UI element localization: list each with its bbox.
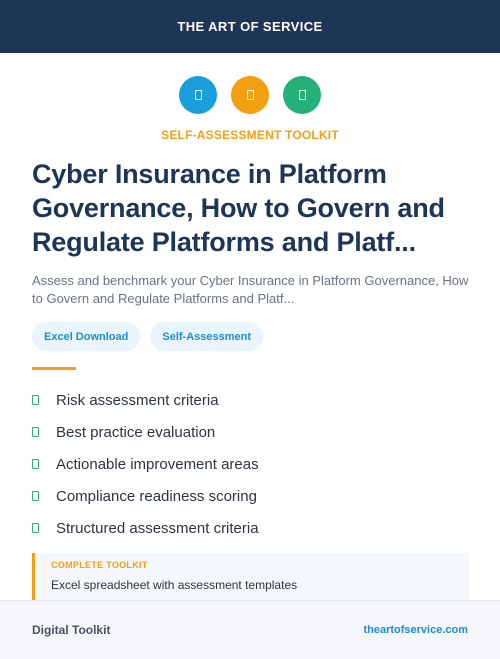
check-icon (32, 491, 39, 501)
section-divider (32, 367, 76, 370)
toolkit-callout (32, 553, 469, 600)
feature-label: Actionable improvement areas (56, 455, 259, 473)
list-item (32, 448, 259, 480)
document-icon (231, 76, 269, 114)
eyebrow-label: SELF-ASSESSMENT TOOLKIT (161, 128, 339, 142)
tag-self-assessment: Self-Assessment (150, 322, 263, 351)
brand-title: THE ART OF SERVICE (177, 19, 323, 34)
footer-bar (0, 600, 500, 659)
page-subtitle: Assess and benchmark your Cyber Insurance in Platform Governance, How to Govern and Regulate Platforms and Platf... (32, 273, 469, 306)
document-icon (179, 76, 217, 114)
check-icon (32, 523, 39, 533)
check-icon (32, 459, 39, 469)
tag-list (32, 322, 263, 351)
feature-list (32, 384, 259, 544)
header-bar (0, 0, 500, 53)
toolkit-label: COMPLETE TOOLKIT (51, 560, 148, 570)
check-icon (32, 395, 39, 405)
toolkit-description: Excel spreadsheet with assessment templates (51, 578, 298, 592)
footer-product-type: Digital Toolkit (32, 623, 111, 637)
page-title: Cyber Insurance in Platform Governance, How to Govern and Regulate Platforms and Platf... (32, 159, 445, 257)
document-icon (283, 76, 321, 114)
footer-website-link[interactable]: theartofservice.com (363, 624, 468, 636)
list-item (32, 384, 259, 416)
feature-label: Structured assessment criteria (56, 519, 259, 537)
list-item (32, 416, 259, 448)
check-icon (32, 427, 39, 437)
list-item (32, 480, 259, 512)
feature-label: Compliance readiness scoring (56, 487, 257, 505)
feature-label: Risk assessment criteria (56, 391, 219, 409)
list-item (32, 512, 259, 544)
icon-row (0, 76, 500, 114)
tag-excel-download: Excel Download (32, 322, 140, 351)
feature-label: Best practice evaluation (56, 423, 216, 441)
